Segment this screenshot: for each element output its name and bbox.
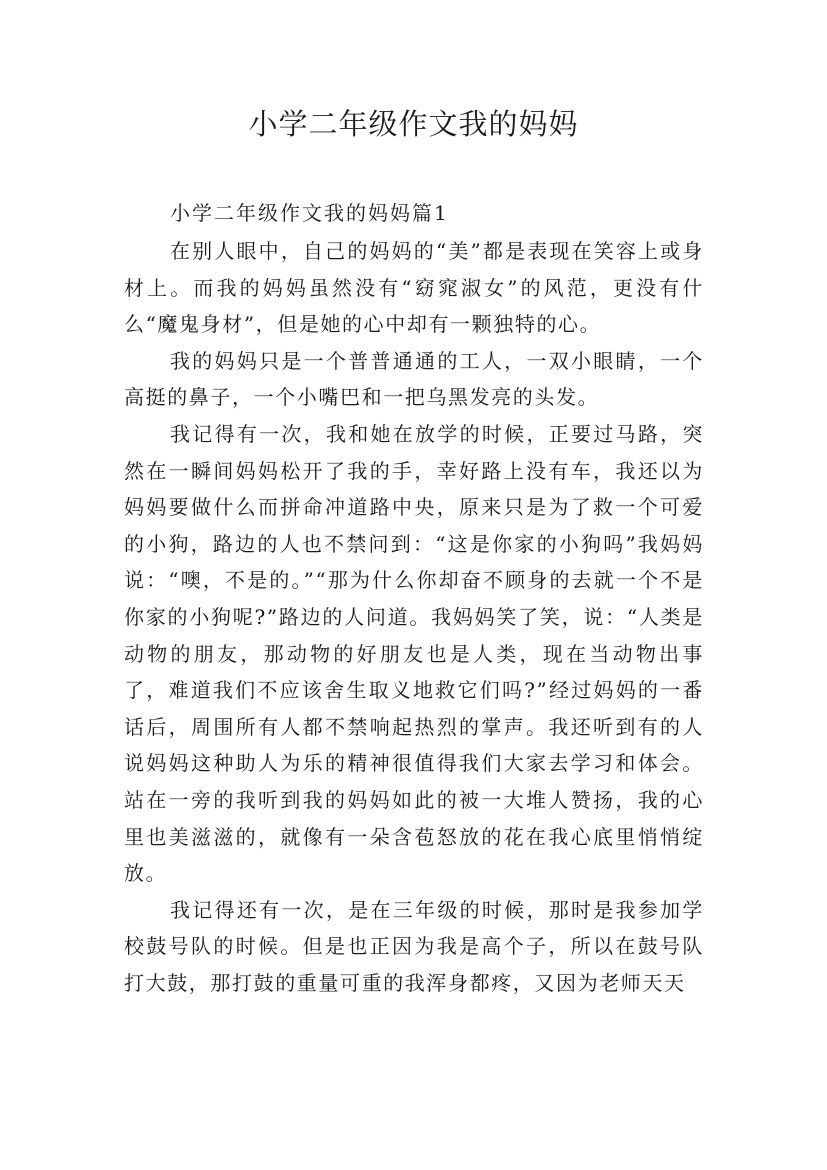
section-heading: 小学二年级作文我的妈妈篇1 [170, 201, 449, 225]
paragraph: 我记得还有一次，是在三年级的时候，那时是我参加学校鼓号队的时候。但是也正因为我是高个子，所以在鼓号队打大鼓，那打鼓的重量可重的我浑身都疼，又因为老师天天 [124, 897, 704, 995]
paragraph: 我的妈妈只是一个普普通通的工人，一双小眼睛，一个高挺的鼻子，一个小嘴巴和一把乌黑发亮的头发。 [124, 348, 704, 410]
document-body [124, 233, 704, 1001]
paragraph: 我记得有一次，我和她在放学的时候，正要过马路，突然在一瞬间妈妈松开了我的手，幸好路上没有车，我还以为妈妈要做什么而拼命冲道路中央，原来只是为了救一个可爱的小狗，路边的人也不禁问到：“这是你家的小狗吗”我妈妈说：“噢，不是的。”“那为什么你却奋不顾身的去就一个不是你家的小狗呢?”路边的人问道。我妈妈笑了笑，说：“人类是动物的朋友，那动物的好朋友也是人类，现在当动物出事了，难道我们不应该舍生取义地救它们吗?”经过妈妈的一番话后，周围所有人都不禁响起热烈的掌声。我还听到有的人说妈妈这种助人为乐的精神很值得我们大家去学习和体会。站在一旁的我听到我的妈妈如此的被一大堆人赞扬，我的心里也美滋滋的，就像有一朵含苞怒放的花在我心底里悄悄绽放。 [124, 421, 704, 886]
paragraph: 在别人眼中，自己的妈妈的“美”都是表现在笑容上或身材上。而我的妈妈虽然没有“窈窕淑女”的风范，更没有什么“魔鬼身材”，但是她的心中却有一颗独特的心。 [124, 239, 704, 337]
document-title: 小学二年级作文我的妈妈 [248, 107, 579, 141]
